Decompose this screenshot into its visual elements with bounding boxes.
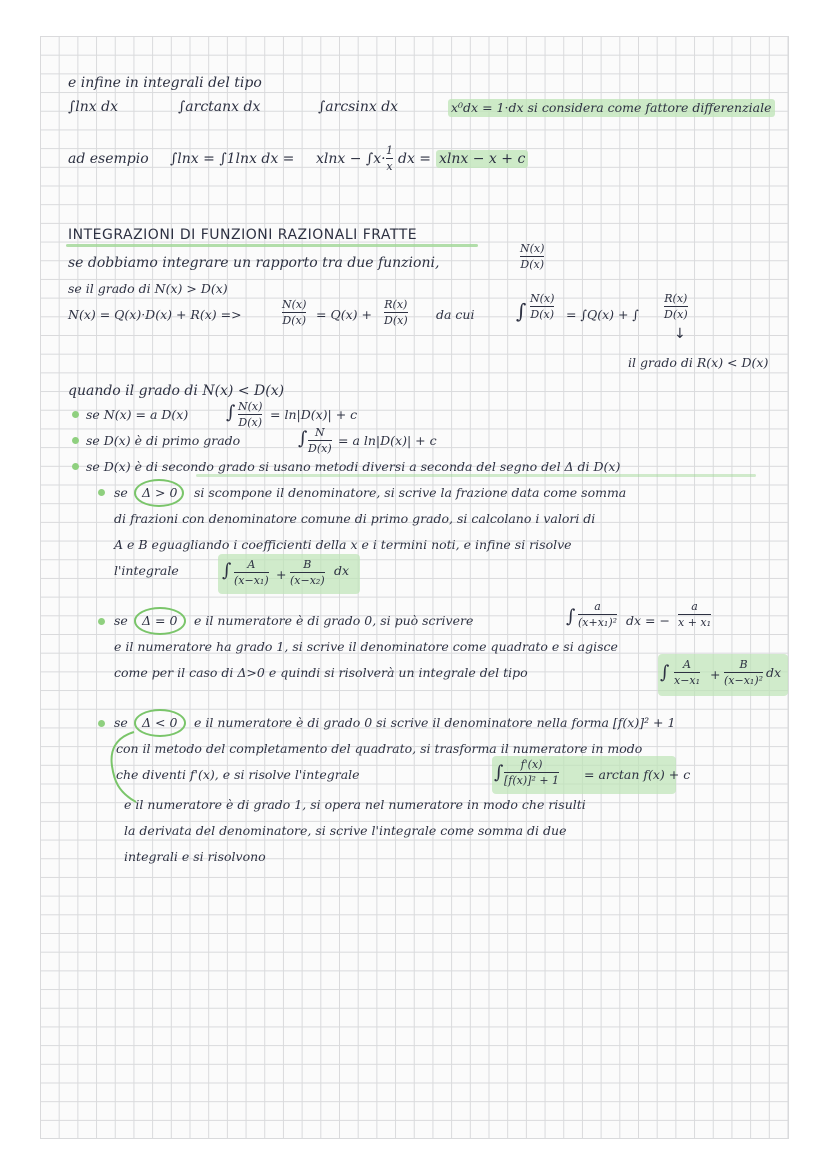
case-3-underline bbox=[196, 474, 756, 477]
plus-sign: + bbox=[710, 667, 721, 682]
intro-line: e infine in integrali del tipo bbox=[68, 75, 262, 91]
eq-fraction-2 bbox=[384, 298, 408, 327]
int-f-num: N(x) bbox=[530, 292, 555, 305]
delta-zero-line-2: e il numeratore ha grado 1, si scrive il denominatore come quadrato e si agisce bbox=[114, 639, 618, 654]
delta-neg-line-6: integrali e si risolvono bbox=[124, 849, 266, 864]
integral-sign: ∫ bbox=[226, 402, 236, 423]
down-arrow-icon: ↓ bbox=[674, 326, 686, 342]
delta-pos-label: Δ > 0 bbox=[142, 485, 178, 500]
grid-paper bbox=[40, 36, 789, 1139]
fraction-bar bbox=[724, 672, 763, 673]
fraction-bar bbox=[238, 414, 262, 415]
example-fraction-den: x bbox=[386, 160, 393, 173]
case-2-den: D(x) bbox=[308, 442, 332, 455]
integral-arctan: ∫arctanx dx bbox=[178, 99, 261, 115]
case-1-den: D(x) bbox=[238, 416, 263, 429]
example-label: ad esempio bbox=[68, 151, 149, 167]
delta-pos-prefix: se bbox=[114, 485, 128, 500]
case-1-num: N(x) bbox=[238, 400, 263, 413]
delta-zero-f2-num: a bbox=[691, 600, 698, 613]
integral-sign: ∫ bbox=[222, 560, 232, 581]
int-fraction-2 bbox=[664, 292, 688, 321]
example-expr-1: ∫lnx = ∫1lnx dx = bbox=[170, 151, 295, 167]
delta-pos-fb-num: B bbox=[303, 558, 312, 571]
x0-note: x⁰dx = 1·dx si considera come fattore differenziale bbox=[448, 99, 775, 117]
example-fraction-num: 1 bbox=[386, 144, 393, 157]
int-fraction-1 bbox=[530, 292, 554, 321]
example-expr-2: xlnx − ∫x· bbox=[316, 151, 386, 167]
integral-sign: ∫ bbox=[516, 299, 527, 323]
delta-pos-line-4: l'integrale bbox=[114, 563, 179, 578]
delta-zero-fa-num: A bbox=[683, 658, 691, 671]
case-1-fraction bbox=[238, 400, 262, 429]
delta-zero-label: Δ = 0 bbox=[142, 613, 178, 628]
case-2-text: se D(x) è di primo grado bbox=[86, 433, 241, 448]
cases-intro: quando il grado di N(x) < D(x) bbox=[68, 383, 285, 399]
delta-zero-f1-num: a bbox=[594, 600, 601, 613]
delta-zero-fraction-a bbox=[674, 658, 700, 687]
delta-pos-line-3: A e B eguagliando i coefficienti della x e i termini noti, e infine si risolve bbox=[114, 537, 572, 552]
delta-pos-line-1: si scompone il denominatore, si scrive la frazione data come somma bbox=[194, 485, 627, 500]
delta-zero-fraction-b bbox=[724, 658, 763, 687]
delta-neg-label: Δ < 0 bbox=[142, 715, 178, 730]
eq-f1-den: D(x) bbox=[282, 314, 307, 327]
int-mid: = ∫Q(x) + ∫ bbox=[566, 307, 639, 322]
delta-pos-fa-den: (x−x₁) bbox=[234, 574, 269, 587]
delta-zero-prefix: se bbox=[114, 613, 128, 628]
fraction-bar bbox=[384, 312, 408, 313]
integral-sign: ∫ bbox=[494, 762, 504, 783]
section-line-1: se dobbiamo integrare un rapporto tra due funzioni, bbox=[68, 255, 440, 271]
delta-pos-fa-num: A bbox=[247, 558, 256, 571]
division-equation: N(x) = Q(x)·D(x) + R(x) => bbox=[68, 307, 242, 322]
section-title: INTEGRAZIONI DI FUNZIONI RAZIONALI FRATTE bbox=[68, 227, 418, 243]
case-2-num: N bbox=[314, 426, 325, 439]
fraction-bar bbox=[308, 440, 332, 441]
delta-pos-line-2: di frazioni con denominatore comune di primo grado, si calcolano i valori di bbox=[114, 511, 596, 526]
int-f-den: D(x) bbox=[530, 308, 555, 321]
fraction-bar bbox=[520, 256, 544, 257]
fraction-bar bbox=[578, 614, 617, 615]
int-r-num: R(x) bbox=[664, 292, 688, 305]
delta-neg-line-5: la derivata del denominatore, si scrive l'integrale come somma di due bbox=[124, 823, 567, 838]
delta-neg-f-den: [f(x)]² + 1 bbox=[504, 774, 560, 787]
delta-neg-f-result: = arctan f(x) + c bbox=[584, 767, 691, 782]
eq-mid: = Q(x) + bbox=[316, 307, 372, 322]
delta-neg-line-4: e il numeratore è di grado 1, si opera nel numeratore in modo che risulti bbox=[124, 797, 586, 812]
example-fraction bbox=[386, 144, 393, 173]
delta-zero-dx: dx bbox=[766, 665, 782, 680]
eq-f2-num: R(x) bbox=[384, 298, 408, 311]
delta-zero-fraction-1 bbox=[578, 600, 617, 629]
delta-neg-line-2: con il metodo del completamento del quadrato, si trasforma il numeratore in modo bbox=[116, 741, 643, 756]
plus-sign: + bbox=[276, 567, 287, 582]
bullet-icon bbox=[72, 463, 79, 470]
case-1-result: = ln|D(x)| + c bbox=[270, 407, 358, 422]
fraction-bar bbox=[234, 572, 269, 573]
fraction-bar bbox=[674, 672, 700, 673]
ratio-den: D(x) bbox=[520, 258, 545, 271]
integral-arcsin: ∫arcsinx dx bbox=[318, 99, 399, 115]
delta-zero-line-1: e il numeratore è di grado 0, si può scrivere bbox=[194, 613, 474, 628]
delta-zero-f1-den: (x+x₁)² bbox=[578, 616, 618, 629]
delta-neg-line-3: che diventi f'(x), e si risolve l'integrale bbox=[116, 767, 360, 782]
delta-pos-fb-den: (x−x₂) bbox=[290, 574, 325, 587]
grade-note: il grado di R(x) < D(x) bbox=[628, 355, 769, 370]
ratio-fraction bbox=[520, 242, 544, 271]
bullet-icon bbox=[98, 489, 105, 496]
integral-sign: ∫ bbox=[660, 662, 670, 683]
fraction-bar bbox=[664, 306, 688, 307]
fraction-bar bbox=[386, 158, 393, 159]
delta-zero-fraction-2 bbox=[678, 600, 711, 629]
ratio-num: N(x) bbox=[520, 242, 545, 255]
case-2-fraction bbox=[308, 426, 332, 455]
delta-pos-dx: dx bbox=[334, 563, 350, 578]
case-3-text: se D(x) è di secondo grado si usano metodi diversi a seconda del segno del Δ di D(x) bbox=[86, 459, 621, 474]
case-1-text: se N(x) = a D(x) bbox=[86, 407, 189, 422]
fraction-bar bbox=[282, 312, 306, 313]
delta-zero-line-3: come per il caso di Δ>0 e quindi si risolverà un integrale del tipo bbox=[114, 665, 528, 680]
delta-neg-f-num: f'(x) bbox=[520, 758, 543, 771]
example-result: xlnx − x + c bbox=[436, 150, 528, 168]
bullet-icon bbox=[72, 437, 79, 444]
integral-lnx: ∫lnx dx bbox=[68, 99, 118, 115]
fraction-bar bbox=[504, 772, 559, 773]
integral-sign: ∫ bbox=[566, 606, 576, 627]
delta-pos-fraction-a bbox=[234, 558, 269, 587]
delta-zero-fb-den: (x−x₁)² bbox=[724, 674, 764, 687]
delta-zero-f2-den: x + x₁ bbox=[678, 616, 712, 629]
bullet-icon bbox=[98, 720, 105, 727]
da-cui: da cui bbox=[436, 307, 475, 322]
delta-zero-fb-num: B bbox=[739, 658, 748, 671]
fraction-bar bbox=[678, 614, 711, 615]
delta-zero-f1-mid: dx = − bbox=[626, 613, 670, 628]
bullet-icon bbox=[98, 618, 105, 625]
eq-f1-num: N(x) bbox=[282, 298, 307, 311]
case-2-result: = a ln|D(x)| + c bbox=[338, 433, 437, 448]
integral-sign: ∫ bbox=[298, 428, 308, 449]
delta-pos-fraction-b bbox=[290, 558, 325, 587]
eq-fraction-1 bbox=[282, 298, 306, 327]
delta-neg-prefix: se bbox=[114, 715, 128, 730]
example-expr-3: dx = bbox=[398, 151, 432, 167]
section-cond-1: se il grado di N(x) > D(x) bbox=[68, 281, 228, 296]
title-underline bbox=[66, 244, 478, 247]
fraction-bar bbox=[530, 306, 554, 307]
delta-zero-fa-den: x−x₁ bbox=[674, 674, 701, 687]
int-r-den: D(x) bbox=[664, 308, 688, 321]
bullet-icon bbox=[72, 411, 79, 418]
eq-f2-den: D(x) bbox=[384, 314, 408, 327]
delta-neg-fraction bbox=[504, 758, 559, 787]
delta-neg-line-1: e il numeratore è di grado 0 si scrive il denominatore nella forma [f(x)]² + 1 bbox=[194, 715, 676, 730]
fraction-bar bbox=[290, 572, 325, 573]
green-brace-icon bbox=[100, 728, 140, 808]
